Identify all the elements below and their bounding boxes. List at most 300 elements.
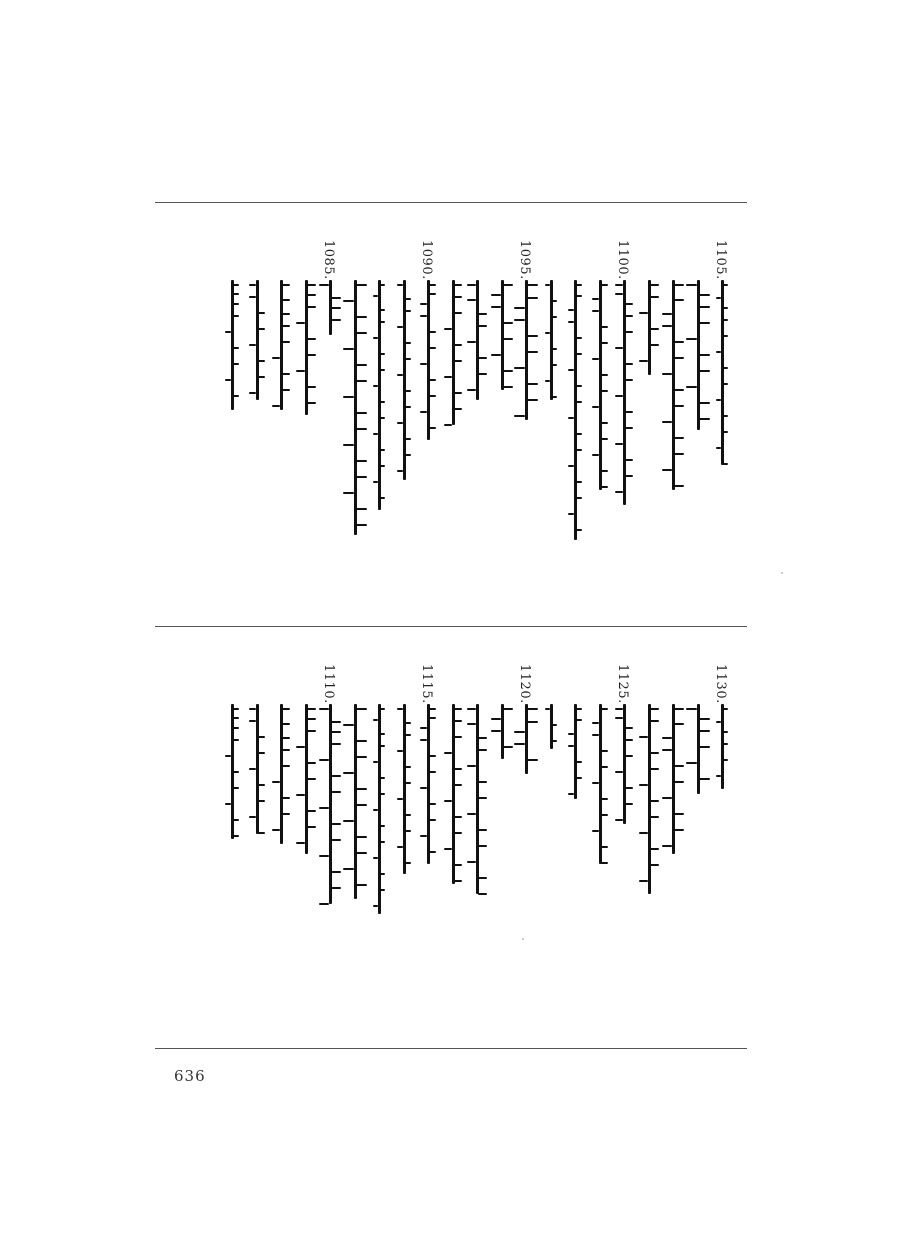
script-tick xyxy=(356,708,367,710)
line-number: 1095. xyxy=(517,240,532,280)
script-tick xyxy=(282,341,290,343)
script-tick xyxy=(373,337,378,339)
script-tick xyxy=(674,405,684,407)
script-tick xyxy=(674,723,684,725)
script-tick xyxy=(503,708,513,710)
script-tick xyxy=(625,331,633,333)
script-spine xyxy=(354,280,357,535)
script-tick xyxy=(503,322,513,324)
script-tick xyxy=(699,418,710,420)
script-tick xyxy=(545,284,550,286)
script-tick xyxy=(576,529,582,531)
script-tick xyxy=(331,743,341,745)
script-tick xyxy=(319,284,329,286)
script-tick xyxy=(343,772,354,774)
script-tick xyxy=(307,810,316,812)
script-tick xyxy=(601,486,608,488)
script-tick xyxy=(356,284,367,286)
script-tick xyxy=(699,354,710,356)
script-tick xyxy=(429,755,436,757)
script-tick xyxy=(639,784,648,786)
script-tick xyxy=(233,835,239,837)
scan-speck xyxy=(781,572,783,574)
script-tick xyxy=(723,731,728,733)
script-tick xyxy=(307,354,316,356)
script-tick xyxy=(552,364,557,366)
script-tick xyxy=(356,364,367,366)
script-tick xyxy=(343,300,354,302)
script-tick xyxy=(601,798,608,800)
script-tick xyxy=(592,406,599,408)
script-tick xyxy=(258,832,265,834)
script-tick xyxy=(723,335,728,337)
script-tick xyxy=(650,720,659,722)
script-spine xyxy=(550,704,553,749)
script-tick xyxy=(699,322,710,324)
script-tick xyxy=(405,298,411,300)
script-spine xyxy=(256,280,259,400)
script-tick xyxy=(662,469,672,471)
script-tick xyxy=(444,800,452,802)
script-tick xyxy=(592,734,599,736)
script-tick xyxy=(307,762,316,764)
script-tick xyxy=(639,360,648,362)
script-tick xyxy=(625,427,633,429)
script-tick xyxy=(282,325,290,327)
script-tick xyxy=(454,736,462,738)
script-tick xyxy=(467,723,476,725)
script-tick xyxy=(356,412,367,414)
script-tick xyxy=(397,708,403,710)
script-tick xyxy=(356,476,367,478)
script-spine xyxy=(403,704,406,874)
script-tick xyxy=(282,389,290,391)
script-tick xyxy=(454,708,462,710)
line-number: 1105. xyxy=(713,240,728,280)
script-tick xyxy=(343,724,354,726)
script-tick xyxy=(514,319,525,321)
script-tick xyxy=(272,357,280,359)
script-tick xyxy=(249,392,256,394)
script-spine xyxy=(550,280,553,400)
script-tick xyxy=(601,470,608,472)
script-tick xyxy=(674,781,684,783)
script-tick xyxy=(356,316,367,318)
script-spine xyxy=(501,280,504,390)
script-tick xyxy=(380,401,385,403)
script-tick xyxy=(592,830,599,832)
script-tick xyxy=(282,284,290,286)
script-tick xyxy=(307,294,316,296)
script-tick xyxy=(225,331,231,333)
script-tick xyxy=(467,813,476,815)
script-tick xyxy=(405,454,411,456)
script-tick xyxy=(233,771,239,773)
script-tick xyxy=(568,793,574,795)
script-tick xyxy=(373,385,378,387)
script-tick xyxy=(282,737,290,739)
script-tick xyxy=(356,836,367,838)
script-tick xyxy=(331,775,341,777)
script-tick xyxy=(319,759,329,761)
script-tick xyxy=(674,485,684,487)
script-tick xyxy=(467,284,476,286)
script-tick xyxy=(527,335,538,337)
script-spine xyxy=(525,704,528,774)
script-tick xyxy=(576,284,582,286)
script-tick xyxy=(686,284,697,286)
script-tick xyxy=(467,708,476,710)
script-tick xyxy=(568,417,574,419)
script-tick xyxy=(454,880,462,882)
script-tick xyxy=(552,300,557,302)
script-tick xyxy=(478,829,487,831)
script-tick xyxy=(576,295,582,297)
script-tick xyxy=(552,316,557,318)
script-tick xyxy=(723,463,728,465)
scan-speck xyxy=(522,938,524,940)
line-number: 1090. xyxy=(419,240,434,280)
script-tick xyxy=(545,380,550,382)
script-tick xyxy=(282,749,290,751)
script-tick xyxy=(233,363,239,365)
middle-rule xyxy=(155,626,747,627)
script-tick xyxy=(397,284,403,286)
line-number: 1085. xyxy=(321,240,336,280)
script-tick xyxy=(615,717,623,719)
script-tick xyxy=(686,386,697,388)
script-tick xyxy=(380,321,385,323)
script-tick xyxy=(650,752,659,754)
script-tick xyxy=(444,752,452,754)
script-tick xyxy=(545,708,550,710)
script-tick xyxy=(397,326,403,328)
script-tick xyxy=(356,852,367,854)
script-tick xyxy=(380,449,385,451)
script-tick xyxy=(380,353,385,355)
script-tick xyxy=(373,719,378,721)
script-tick xyxy=(716,399,721,401)
script-tick xyxy=(527,297,538,299)
script-tick xyxy=(444,376,452,378)
script-tick xyxy=(429,331,436,333)
script-tick xyxy=(405,406,411,408)
script-tick xyxy=(699,306,710,308)
script-tick xyxy=(478,313,487,315)
script-tick xyxy=(454,784,462,786)
script-tick xyxy=(716,351,721,353)
script-tick xyxy=(454,392,462,394)
script-tick xyxy=(307,284,316,286)
script-tick xyxy=(258,328,265,330)
script-tick xyxy=(405,734,411,736)
script-tick xyxy=(307,338,316,340)
script-tick xyxy=(373,433,378,435)
script-tick xyxy=(356,524,367,526)
script-tick xyxy=(723,319,728,321)
script-tick xyxy=(319,807,329,809)
script-tick xyxy=(650,284,659,286)
script-tick xyxy=(662,737,672,739)
verse-block-bottom xyxy=(155,664,747,1034)
line-number: 1130. xyxy=(713,664,728,704)
script-tick xyxy=(601,390,608,392)
script-tick xyxy=(467,299,476,301)
script-tick xyxy=(576,777,582,779)
script-tick xyxy=(249,344,256,346)
script-tick xyxy=(625,739,633,741)
script-tick xyxy=(650,768,659,770)
script-tick xyxy=(514,367,525,369)
script-tick xyxy=(527,284,538,286)
script-tick xyxy=(307,778,316,780)
script-tick xyxy=(454,344,462,346)
script-tick xyxy=(331,731,341,733)
script-tick xyxy=(615,771,623,773)
script-tick xyxy=(258,784,265,786)
page-number: 636 xyxy=(174,1067,206,1085)
script-tick xyxy=(639,880,648,882)
script-tick xyxy=(429,771,436,773)
script-tick xyxy=(601,284,608,286)
script-tick xyxy=(233,347,239,349)
script-spine xyxy=(427,280,430,440)
script-tick xyxy=(615,293,623,295)
script-tick xyxy=(568,513,574,515)
script-tick xyxy=(716,447,721,449)
script-tick xyxy=(331,319,341,321)
script-tick xyxy=(625,727,633,729)
script-tick xyxy=(454,284,462,286)
top-rule xyxy=(155,202,747,203)
script-tick xyxy=(233,315,239,317)
script-tick xyxy=(405,814,411,816)
script-tick xyxy=(405,766,411,768)
script-tick xyxy=(723,759,728,761)
script-tick xyxy=(514,307,525,309)
script-tick xyxy=(454,720,462,722)
script-tick xyxy=(723,367,728,369)
script-tick xyxy=(429,803,436,805)
script-tick xyxy=(478,357,487,359)
script-spine xyxy=(672,280,675,490)
script-tick xyxy=(639,312,648,314)
script-tick xyxy=(233,303,239,305)
script-tick xyxy=(296,746,305,748)
script-tick xyxy=(662,797,672,799)
script-tick xyxy=(527,383,538,385)
script-tick xyxy=(723,743,728,745)
script-tick xyxy=(258,312,265,314)
script-tick xyxy=(592,298,599,300)
script-tick xyxy=(249,768,256,770)
script-tick xyxy=(307,386,316,388)
script-tick xyxy=(331,307,341,309)
script-tick xyxy=(282,765,290,767)
script-tick xyxy=(478,845,487,847)
script-tick xyxy=(650,708,659,710)
script-tick xyxy=(674,299,684,301)
script-tick xyxy=(296,370,305,372)
script-tick xyxy=(356,740,367,742)
script-tick xyxy=(527,721,538,723)
script-tick xyxy=(625,787,633,789)
script-tick xyxy=(478,893,487,895)
script-tick xyxy=(639,736,648,738)
script-tick xyxy=(615,819,623,821)
script-tick xyxy=(723,383,728,385)
script-tick xyxy=(674,829,684,831)
script-tick xyxy=(373,809,378,811)
script-tick xyxy=(397,422,403,424)
script-spine xyxy=(378,704,381,914)
script-tick xyxy=(625,379,633,381)
script-tick xyxy=(503,386,513,388)
script-tick xyxy=(420,727,427,729)
script-tick xyxy=(454,296,462,298)
script-tick xyxy=(625,363,633,365)
script-tick xyxy=(343,348,354,350)
script-tick xyxy=(674,453,684,455)
script-spine xyxy=(280,704,283,844)
script-tick xyxy=(467,861,476,863)
script-tick xyxy=(282,373,290,375)
script-tick xyxy=(331,721,341,723)
script-spine xyxy=(623,280,626,505)
line-number: 1115. xyxy=(419,664,434,704)
script-tick xyxy=(601,342,608,344)
script-tick xyxy=(716,721,721,723)
script-tick xyxy=(429,427,436,429)
script-tick xyxy=(674,765,684,767)
script-tick xyxy=(674,357,684,359)
script-tick xyxy=(527,759,538,761)
script-tick xyxy=(716,775,721,777)
script-tick xyxy=(514,743,525,745)
script-tick xyxy=(233,284,239,286)
script-spine xyxy=(452,704,455,884)
script-tick xyxy=(568,321,574,323)
script-tick xyxy=(674,284,684,286)
script-tick xyxy=(639,832,648,834)
script-tick xyxy=(454,768,462,770)
script-tick xyxy=(258,376,265,378)
script-tick xyxy=(478,737,487,739)
script-tick xyxy=(552,348,557,350)
script-tick xyxy=(503,338,513,340)
script-tick xyxy=(282,813,290,815)
script-tick xyxy=(343,820,354,822)
script-tick xyxy=(592,358,599,360)
script-tick xyxy=(420,363,427,365)
script-tick xyxy=(576,449,582,451)
script-tick xyxy=(467,389,476,391)
script-spine xyxy=(599,280,602,490)
script-tick xyxy=(625,755,633,757)
script-tick xyxy=(686,762,697,764)
script-tick xyxy=(650,864,659,866)
script-tick xyxy=(233,727,239,729)
script-tick xyxy=(233,819,239,821)
script-tick xyxy=(319,903,329,905)
script-tick xyxy=(444,328,452,330)
script-tick xyxy=(699,730,710,732)
script-tick xyxy=(615,708,623,710)
line-number: 1120. xyxy=(517,664,532,704)
script-tick xyxy=(723,307,728,309)
script-tick xyxy=(429,851,436,853)
script-tick xyxy=(356,804,367,806)
script-tick xyxy=(625,803,633,805)
script-tick xyxy=(478,877,487,879)
script-tick xyxy=(615,347,623,349)
script-tick xyxy=(356,460,367,462)
script-tick xyxy=(601,422,608,424)
script-tick xyxy=(258,736,265,738)
script-tick xyxy=(662,313,672,315)
script-tick xyxy=(650,848,659,850)
script-tick xyxy=(233,395,239,397)
script-tick xyxy=(601,814,608,816)
script-spine xyxy=(231,280,234,410)
script-tick xyxy=(699,718,710,720)
script-spine xyxy=(476,280,479,400)
line-number: 1125. xyxy=(615,664,630,704)
script-tick xyxy=(699,402,710,404)
script-tick xyxy=(674,708,684,710)
script-tick xyxy=(258,800,265,802)
script-tick xyxy=(568,369,574,371)
script-spine xyxy=(452,280,455,425)
script-tick xyxy=(662,325,672,327)
script-tick xyxy=(478,749,487,751)
script-tick xyxy=(503,746,513,748)
script-tick xyxy=(307,306,316,308)
script-tick xyxy=(420,739,427,741)
script-tick xyxy=(429,379,436,381)
script-tick xyxy=(491,730,501,732)
script-tick xyxy=(503,370,513,372)
script-tick xyxy=(625,315,633,317)
script-tick xyxy=(258,752,265,754)
script-tick xyxy=(356,756,367,758)
script-tick xyxy=(467,341,476,343)
script-tick xyxy=(568,309,574,311)
script-tick xyxy=(625,411,633,413)
line-number: 1110. xyxy=(321,664,336,704)
script-tick xyxy=(331,823,341,825)
script-tick xyxy=(592,310,599,312)
script-tick xyxy=(405,782,411,784)
script-tick xyxy=(592,722,599,724)
script-tick xyxy=(380,745,385,747)
script-tick xyxy=(380,825,385,827)
script-tick xyxy=(723,415,728,417)
script-tick xyxy=(319,708,329,710)
script-tick xyxy=(650,328,659,330)
script-tick xyxy=(272,829,280,831)
script-tick xyxy=(420,303,427,305)
script-tick xyxy=(420,411,427,413)
script-tick xyxy=(405,358,411,360)
script-tick xyxy=(723,284,728,286)
script-tick xyxy=(356,332,367,334)
script-tick xyxy=(343,868,354,870)
script-tick xyxy=(233,293,239,295)
script-tick xyxy=(233,717,239,719)
script-tick xyxy=(272,781,280,783)
bottom-rule xyxy=(155,1048,747,1049)
